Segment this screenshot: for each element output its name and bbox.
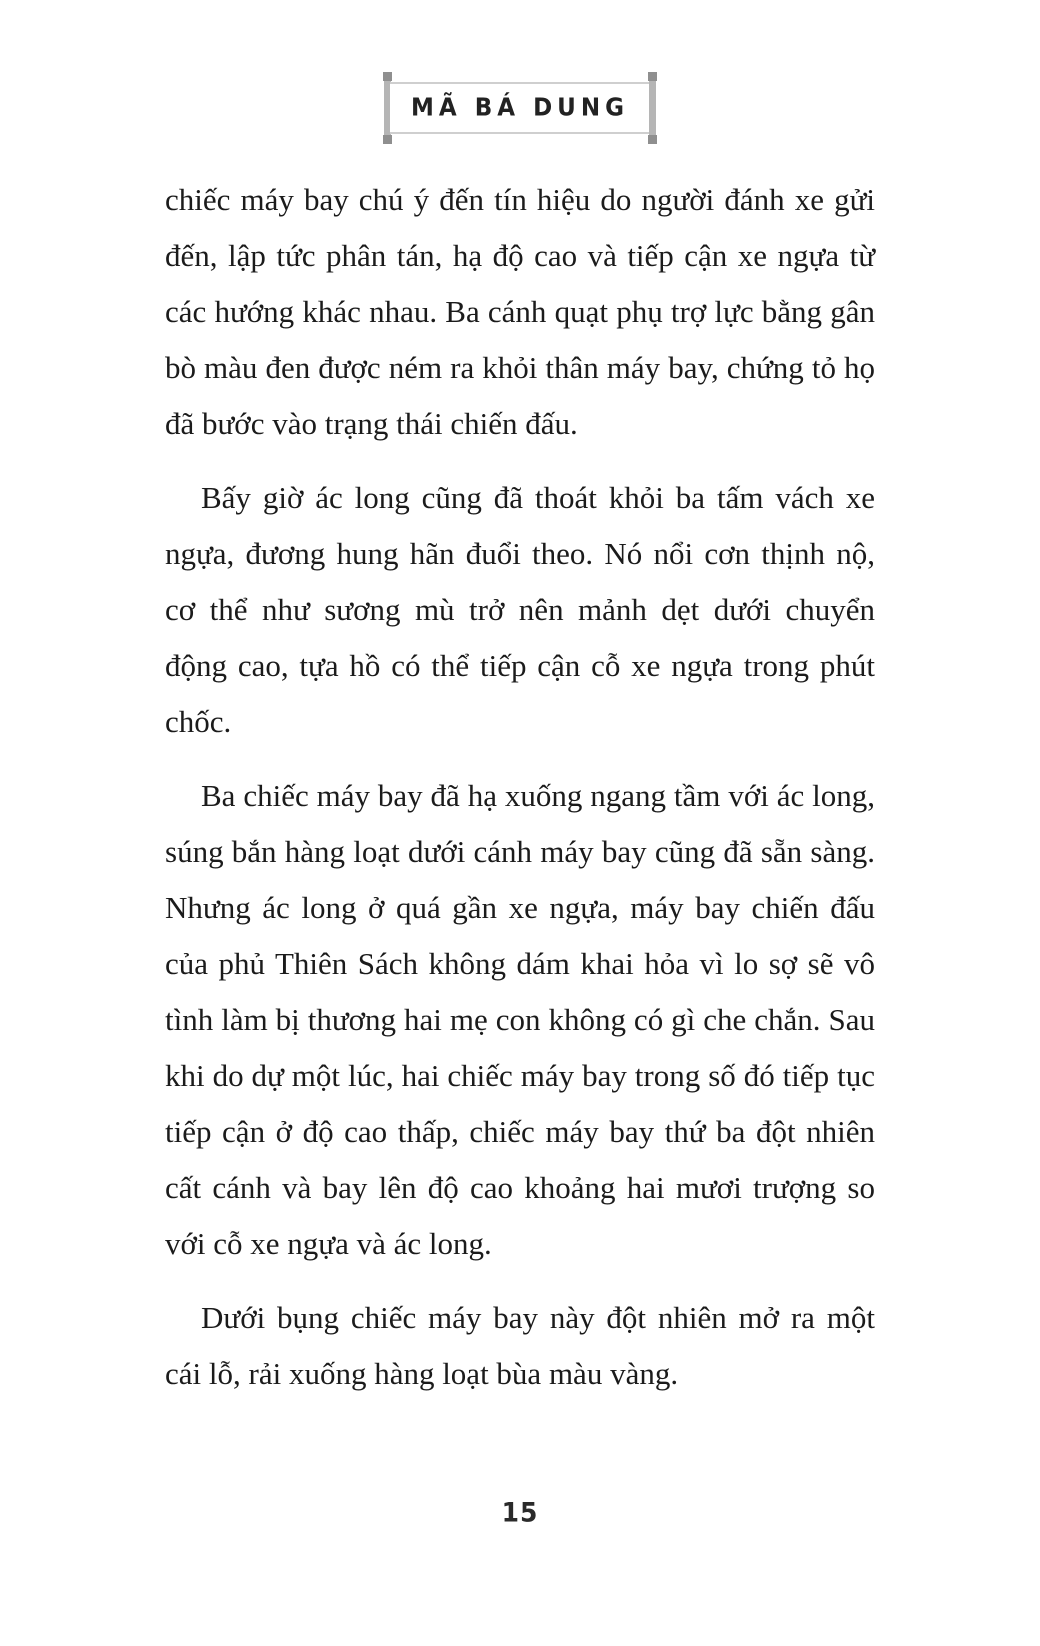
author-name: MÃ BÁ DUNG (411, 93, 629, 123)
scroll-knob-icon (648, 135, 657, 144)
paragraph: Dưới bụng chiếc máy bay này đột nhiên mở ra một cái lỗ, rải xuống hàng loạt bùa màu vàng. (165, 1300, 875, 1391)
scroll-knob-icon (648, 72, 657, 81)
page-footer (0, 1498, 1040, 1527)
page-number: 15 (501, 1497, 539, 1528)
scroll-paper (390, 82, 650, 134)
chapter-header-scroll (384, 82, 656, 134)
scroll-knob-icon (383, 72, 392, 81)
scroll-knob-icon (383, 135, 392, 144)
paragraph: chiếc máy bay chú ý đến tín hiệu do người đánh xe gửi đến, lập tức phân tán, hạ độ cao và tiếp cận xe ngựa từ các hướng khác nhau. Ba cánh quạt phụ trợ lực bằng gân bò màu đen được ném ra khỏi thân máy bay, chứng tỏ họ đã bước vào trạng thái chiến đấu. (165, 182, 875, 441)
page-body-text (165, 172, 875, 1420)
paragraph: Ba chiếc máy bay đã hạ xuống ngang tầm với ác long, súng bắn hàng loạt dưới cánh máy bay cũng đã sẵn sàng. Nhưng ác long ở quá gần xe ngựa, máy bay chiến đấu của phủ Thiên Sách không dám khai hỏa vì lo sợ sẽ vô tình làm bị thương hai mẹ con không có gì che chắn. Sau khi do dự một lúc, hai chiếc máy bay trong số đó tiếp tục tiếp cận ở độ cao thấp, chiếc máy bay thứ ba đột nhiên cất cánh và bay lên độ cao khoảng hai mươi trượng so với cỗ xe ngựa và ác long. (165, 778, 875, 1261)
page-header (0, 82, 1040, 134)
scroll-roller-right-icon (649, 78, 656, 138)
paragraph: Bấy giờ ác long cũng đã thoát khỏi ba tấm vách xe ngựa, đương hung hãn đuổi theo. Nó nổi cơn thịnh nộ, cơ thể như sương mù trở nên mảnh dẹt dưới chuyển động cao, tựa hồ có thể tiếp cận cỗ xe ngựa trong phút chốc. (165, 480, 875, 739)
